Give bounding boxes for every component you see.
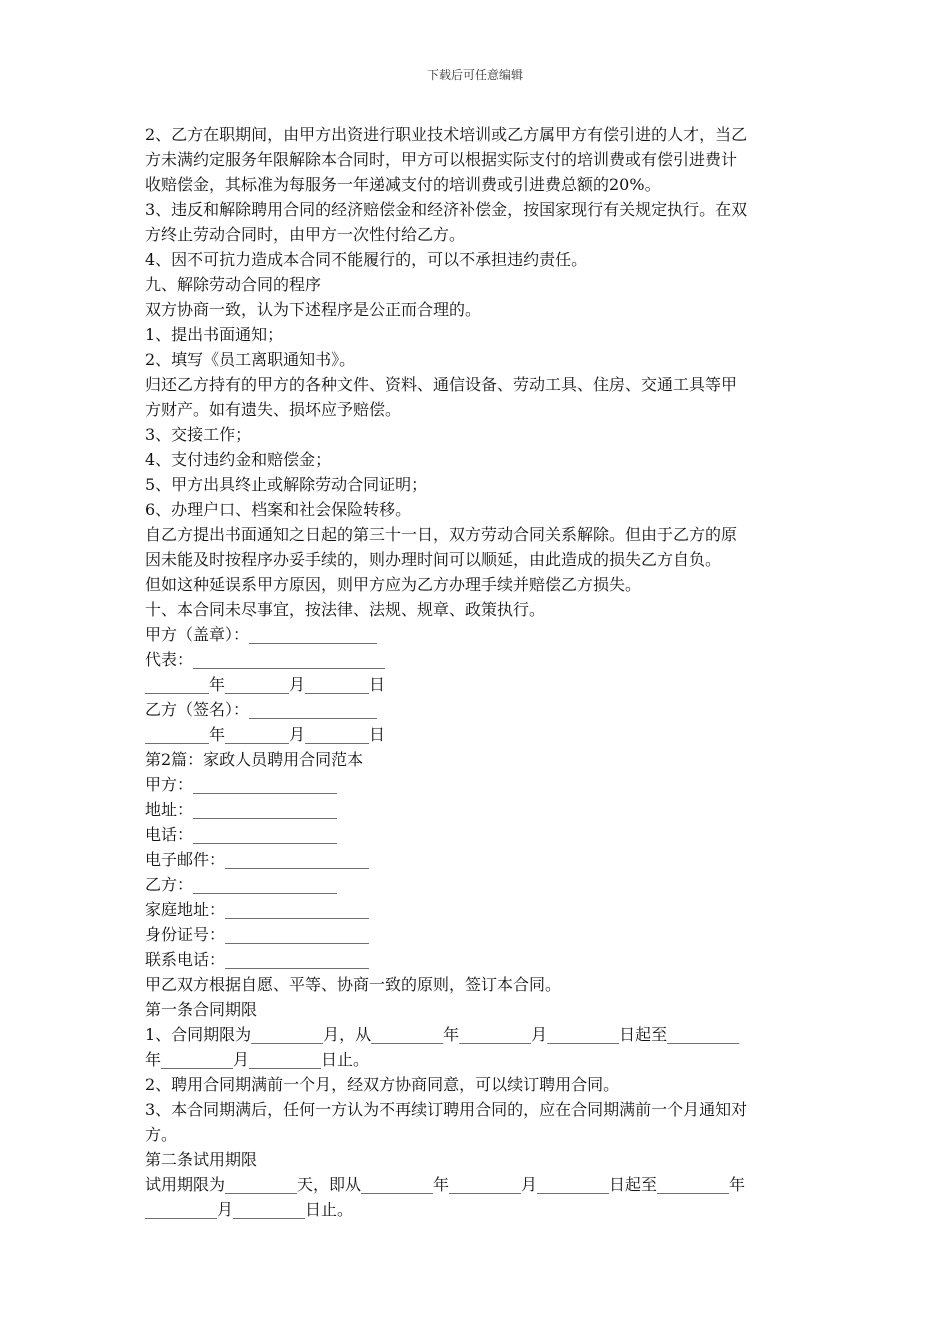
document-body <box>145 122 805 1222</box>
paragraph-line: _________月_________日止。 <box>145 1200 354 1219</box>
list-item: 2、填写《员工离职通知书》。 <box>145 350 356 369</box>
date-field: ________年________月________日 <box>145 725 386 744</box>
form-field: 家庭地址：__________________ <box>145 900 370 919</box>
section-heading: 十、本合同未尽事宜，按法律、法规、规章、政策执行。 <box>145 600 546 619</box>
signature-field: 乙方（签名）：________________ <box>145 700 378 719</box>
date-field: ________年________月________日 <box>145 675 386 694</box>
paragraph-line: 方终止劳动合同时，由甲方一次性付给乙方。 <box>145 225 466 244</box>
list-item: 3、交接工作； <box>145 425 252 444</box>
paragraph-line: 3、违反和解除聘用合同的经济赔偿金和经济补偿金，按国家现行有关规定执行。在双 <box>145 200 748 219</box>
form-field: 电子邮件：__________________ <box>145 850 370 869</box>
section-heading: 九、解除劳动合同的程序 <box>145 275 322 294</box>
signature-field: 代表：________________________ <box>145 650 386 669</box>
list-item: 6、办理户口、档案和社会保险转移。 <box>145 500 412 519</box>
paragraph-line: 方。 <box>145 1125 178 1144</box>
list-item: 1、提出书面通知； <box>145 325 284 344</box>
list-item: 4、支付违约金和赔偿金； <box>145 450 332 469</box>
paragraph-line: 试用期限为_________天，即从_________年_________月_________日起至_________年 <box>145 1175 746 1194</box>
paragraph-line: 2、乙方在职期间，由甲方出资进行职业技术培训或乙方属甲方有偿引进的人才，当乙 <box>145 125 748 144</box>
paragraph-line: 双方协商一致，认为下述程序是公正而合理的。 <box>145 300 482 319</box>
page-header: 下载后可任意编辑 <box>426 68 523 82</box>
paragraph-line: 因未能及时按程序办妥手续的，则办理时间可以顺延，由此造成的损失乙方自负。 <box>145 550 722 569</box>
paragraph-line: 3、本合同期满后，任何一方认为不再续订聘用合同的，应在合同期满前一个月通知对 <box>145 1100 748 1119</box>
signature-field: 甲方（盖章）：________________ <box>145 625 378 644</box>
form-field: 联系电话：__________________ <box>145 950 370 969</box>
paragraph-line: 4、因不可抗力造成本合同不能履行的，可以不承担违约责任。 <box>145 250 588 269</box>
form-field: 电话：__________________ <box>145 825 338 844</box>
paragraph-line: 自乙方提出书面通知之日起的第三十一日，双方劳动合同关系解除。但由于乙方的原 <box>145 525 738 544</box>
document-title: 第2篇：家政人员聘用合同范本 <box>145 750 364 769</box>
paragraph-line: 方财产。如有遗失、损坏应予赔偿。 <box>145 400 402 419</box>
form-field: 乙方：__________________ <box>145 875 338 894</box>
paragraph-line: 归还乙方持有的甲方的各种文件、资料、通信设备、劳动工具、住房、交通工具等甲 <box>145 375 738 394</box>
form-field: 身份证号：__________________ <box>145 925 370 944</box>
form-field: 甲方：__________________ <box>145 775 338 794</box>
paragraph-line: 2、聘用合同期满前一个月，经双方协商同意，可以续订聘用合同。 <box>145 1075 620 1094</box>
section-heading: 第二条试用期限 <box>145 1150 258 1169</box>
paragraph-line: 方未满约定服务年限解除本合同时，甲方可以根据实际支付的培训费或有偿引进费计 <box>145 150 738 169</box>
paragraph-line: 甲乙双方根据自愿、平等、协商一致的原则，签订本合同。 <box>145 975 562 994</box>
paragraph-line: 但如这种延误系甲方原因，则甲方应为乙方办理手续并赔偿乙方损失。 <box>145 575 642 594</box>
paragraph-line: 收赔偿金，其标准为每服务一年递减支付的培训费或引进费总额的20%。 <box>145 175 661 194</box>
paragraph-line: 年_________月_________日止。 <box>145 1050 370 1069</box>
section-heading: 第一条合同期限 <box>145 1000 258 1019</box>
list-item: 5、甲方出具终止或解除劳动合同证明； <box>145 475 428 494</box>
form-field: 地址：__________________ <box>145 800 338 819</box>
paragraph-line: 1、合同期限为_________月，从_________年_________月_________日起至_________ <box>145 1025 740 1044</box>
